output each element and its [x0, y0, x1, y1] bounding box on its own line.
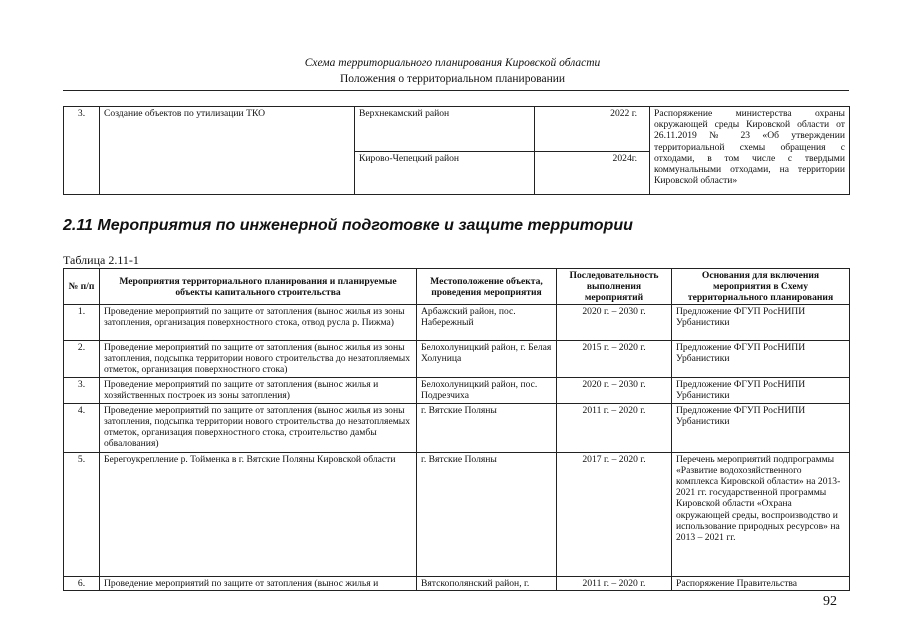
row-period: 2020 г. – 2030 г.	[557, 377, 672, 403]
page-number: 92	[823, 594, 837, 609]
table-row	[64, 341, 850, 378]
row-location: г. Вятские Поляны	[417, 452, 557, 576]
row-basis: Распоряжение министерства охраны окружающей среды Кировской области от 26.11.2019 № 23 «Об утверждении территориальной схемы обращения с отходами, в том числе с твердыми коммунальными отходами, на территории Кировской области»	[650, 107, 850, 195]
row-number: 6.	[64, 576, 100, 590]
row-basis: Перечень мероприятий подпрограммы «Развитие водохозяйственного комплекса Кировской области» на 2013-2021 гг. государственной программы Кировской области «Охрана окружающей среды, воспроизводство и использование природных ресурсов» на 2013 – 2021 гг.	[672, 452, 850, 576]
table-row	[64, 403, 850, 452]
row-number: 3.	[64, 377, 100, 403]
header-divider	[63, 90, 849, 91]
section-title: 2.11 Мероприятия по инженерной подготовке и защите территории	[63, 217, 633, 234]
header-name: Мероприятия территориального планирования и планируемые объекты капитального строительства	[100, 269, 417, 305]
row-basis: Распоряжение Правительства	[672, 576, 850, 590]
row-period: 2011 г. – 2020 г.	[557, 403, 672, 452]
row-name: Проведение мероприятий по защите от затопления (вынос жилья из зоны затопления, подсыпка территории нового строительства до незатопляемых отметок, организация поверхностного стока)	[100, 341, 417, 378]
table-label: Таблица 2.11-1	[63, 253, 139, 267]
row-number: 4.	[64, 403, 100, 452]
row-period: 2011 г. – 2020 г.	[557, 576, 672, 590]
row-name: Проведение мероприятий по защите от затопления (вынос жилья из зоны затопления, организация поверхностного стока, отвод русла р. Пижма)	[100, 305, 417, 341]
row-location: Белохолуницкий район, г. Белая Холуница	[417, 341, 557, 378]
row-basis: Предложение ФГУП РосНИПИ Урбанистики	[672, 341, 850, 378]
table-row	[64, 576, 850, 590]
header-location: Местоположение объекта, проведения мероприятия	[417, 269, 557, 305]
row-name: Проведение мероприятий по защите от затопления (вынос жилья из зоны затопления, подсыпка территории нового строительства до незатопляемых отметок, организация поверхностного стока, строительство дамбы обвалования)	[100, 403, 417, 452]
table-header-row	[64, 269, 850, 305]
row-basis: Предложение ФГУП РосНИПИ Урбанистики	[672, 305, 850, 341]
row-year: 2022 г.	[535, 107, 650, 152]
row-name: Проведение мероприятий по защите от затопления (вынос жилья и хозяйственных построек из зоны затопления)	[100, 377, 417, 403]
row-number: 3.	[64, 107, 100, 195]
row-name: Берегоукрепление р. Тойменка в г. Вятские Поляны Кировской области	[100, 452, 417, 576]
row-location: Кирово-Чепецкий район	[355, 152, 535, 195]
table-row	[64, 452, 850, 576]
row-location: Белохолуницкий район, пос. Подрезчиха	[417, 377, 557, 403]
row-basis: Предложение ФГУП РосНИПИ Урбанистики	[672, 403, 850, 452]
row-number: 2.	[64, 341, 100, 378]
row-year: 2024г.	[535, 152, 650, 195]
measures-table	[63, 268, 850, 591]
table-row	[64, 305, 850, 341]
document-subtitle: Положения о территориальном планировании	[339, 73, 566, 85]
header-basis: Основания для включения мероприятия в Схему территориального планирования	[672, 269, 850, 305]
row-name: Создание объектов по утилизации ТКО	[100, 107, 355, 195]
header-num: № п/п	[64, 269, 100, 305]
header-sequence: Последовательность выполнения мероприятий	[557, 269, 672, 305]
row-number: 1.	[64, 305, 100, 341]
row-location: Вятскополянский район, г.	[417, 576, 557, 590]
row-basis: Предложение ФГУП РосНИПИ Урбанистики	[672, 377, 850, 403]
row-number: 5.	[64, 452, 100, 576]
row-period: 2015 г. – 2020 г.	[557, 341, 672, 378]
table-row	[64, 377, 850, 403]
row-location: Верхнекамский район	[355, 107, 535, 152]
row-location: Арбажский район, пос. Набережный	[417, 305, 557, 341]
row-period: 2017 г. – 2020 г.	[557, 452, 672, 576]
row-period: 2020 г. – 2030 г.	[557, 305, 672, 341]
document-title: Схема территориального планирования Кировской области	[304, 57, 601, 69]
table-row	[64, 107, 850, 152]
row-location: г. Вятские Поляны	[417, 403, 557, 452]
continued-table	[63, 106, 850, 195]
row-name: Проведение мероприятий по защите от затопления (вынос жилья и	[100, 576, 417, 590]
